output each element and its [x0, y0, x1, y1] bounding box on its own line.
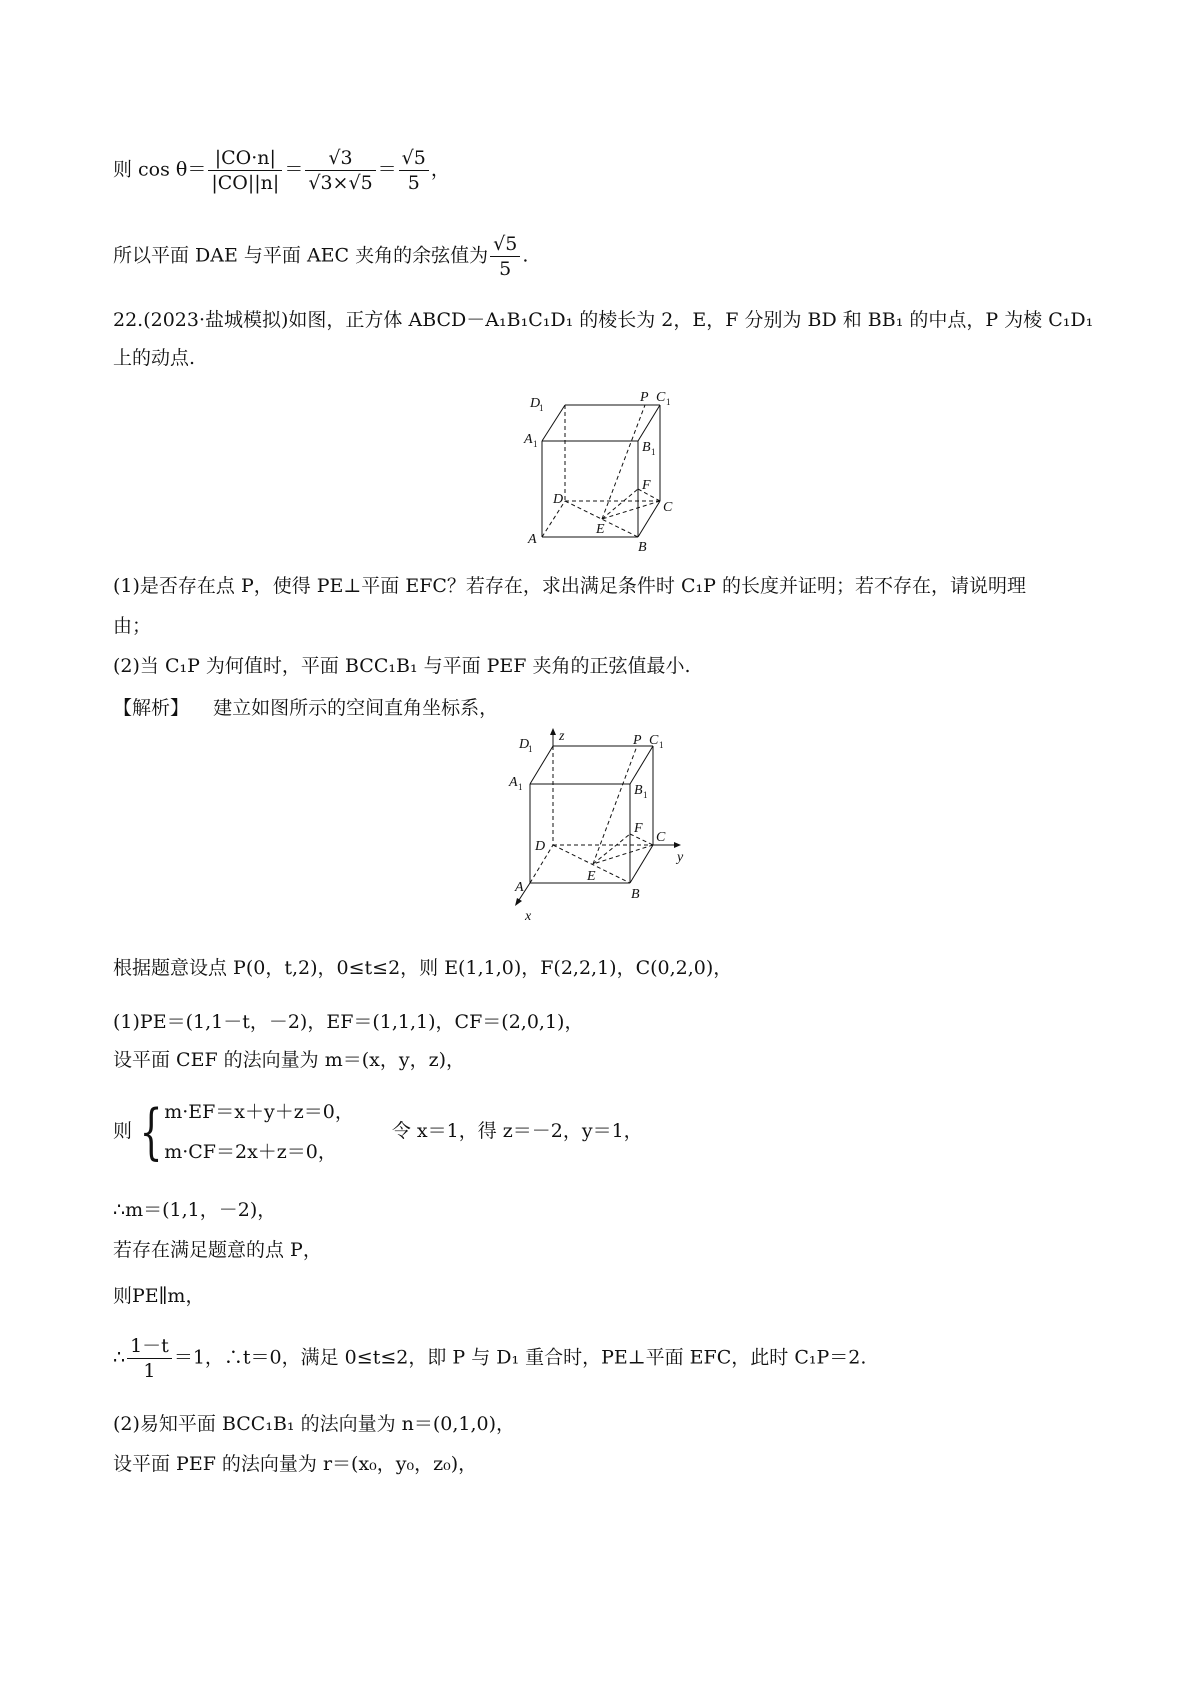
period: . — [522, 244, 529, 267]
cube-figure-2-coordinate-system — [505, 728, 725, 938]
solution-if-exists: 若存在满足题意的点 P， — [113, 1239, 322, 1261]
fraction-numerator: √5 — [490, 232, 520, 257]
label-D1: D — [530, 396, 541, 411]
label-C1: C — [656, 390, 666, 405]
problem-statement-line2: 上的动点. — [113, 347, 196, 369]
conclusion-text: 所以平面 DAE 与平面 AEC 夹角的余弦值为 — [113, 244, 489, 267]
fraction-denominator: √3×√5 — [308, 172, 373, 194]
system-prefix: 则 — [113, 1120, 133, 1142]
label-B1-sub: 1 — [651, 447, 656, 457]
label-F: F — [634, 821, 643, 836]
fraction-numerator: √5 — [399, 146, 429, 171]
fraction-denominator: |CO||n| — [211, 172, 280, 194]
cos-theta-equation — [113, 146, 450, 195]
axis-label-y: y — [677, 850, 684, 865]
equals-sign: ＝ — [284, 158, 304, 181]
fraction-numerator: 1－t — [127, 1334, 172, 1359]
solution-parallel: 则PE∥m， — [113, 1285, 205, 1307]
fraction-denominator: 5 — [407, 172, 420, 194]
label-A1: A — [524, 432, 533, 447]
fraction-co-n — [208, 146, 282, 195]
comma: ， — [430, 158, 450, 181]
label-B: B — [631, 887, 640, 902]
solution-vectors: (1)PE＝(1,1－t，－2)，EF＝(1,1,1)，CF＝(2,0,1)， — [113, 1011, 584, 1033]
axis-label-x: x — [525, 909, 532, 924]
question-1-line1: (1)是否存在点 P，使得 PE⊥平面 EFC？若存在，求出满足条件时 C₁P 的长度并证明；若不存在，请说明理 — [113, 575, 1026, 597]
label-B1-sub: 1 — [643, 790, 648, 800]
fraction-denominator: 5 — [499, 258, 512, 280]
cube-figure-1 — [520, 385, 700, 560]
label-P: P — [633, 733, 642, 748]
label-C1-sub: 1 — [659, 740, 664, 750]
label-D1-sub: 1 — [528, 744, 533, 754]
fraction-numerator: |CO·n| — [208, 146, 282, 171]
fraction-sqrt3 — [305, 146, 375, 195]
label-C: C — [663, 500, 673, 515]
label-A: A — [515, 880, 524, 895]
label-A1: A — [509, 775, 518, 790]
label-A1-sub: 1 — [518, 782, 523, 792]
left-brace: { — [139, 1097, 163, 1167]
label-C1: C — [649, 733, 659, 748]
label-D1: D — [519, 737, 530, 752]
label-C: C — [656, 830, 666, 845]
solution-t-solve — [113, 1334, 866, 1383]
label-B: B — [638, 540, 647, 555]
label-D1-sub: 1 — [539, 403, 544, 413]
t-solve-rest: ＝1，∴t＝0，满足 0≤t≤2，即 P 与 D₁ 重合时，PE⊥平面 EFC，此时 C₁P＝2. — [173, 1346, 867, 1369]
fraction-numerator: √3 — [305, 146, 375, 171]
system-equation-2: m·CF＝2x＋z＝0， — [164, 1141, 337, 1163]
solution-tag: 【解析】 — [113, 697, 190, 719]
fraction-sqrt5-over-5 — [490, 232, 520, 281]
solution-header — [113, 694, 498, 722]
solution-equation-system — [113, 1092, 643, 1172]
label-E: E — [587, 869, 596, 884]
system-let: 令 x＝1，得 z＝－2，y＝1， — [391, 1120, 643, 1142]
system-equation-1: m·EF＝x＋y＋z＝0， — [164, 1101, 354, 1123]
problem-statement-line1: 22.(2023·盐城模拟)如图，正方体 ABCD－A₁B₁C₁D₁ 的棱长为 2，E，F 分别为 BD 和 BB₁ 的中点，P 为棱 C₁D₁ — [113, 309, 1094, 331]
label-A1-sub: 1 — [533, 439, 538, 449]
label-D: D — [535, 839, 546, 854]
equals-sign: ＝ — [377, 158, 397, 181]
label-A: A — [528, 532, 537, 547]
fraction-1-minus-t — [127, 1334, 172, 1383]
label-B1: B — [634, 783, 643, 798]
label-P: P — [640, 390, 649, 405]
fraction-sqrt5 — [399, 146, 429, 195]
question-2: (2)当 C₁P 为何值时，平面 BCC₁B₁ 与平面 PEF 夹角的正弦值最小. — [113, 655, 691, 677]
cos-prefix: 则 cos θ＝ — [113, 158, 207, 181]
label-B1: B — [642, 440, 651, 455]
solution-normal-r: 设平面 PEF 的法向量为 r＝(x₀，y₀，z₀)， — [113, 1453, 478, 1475]
label-E: E — [596, 522, 605, 537]
system-equations — [164, 1092, 354, 1172]
solution-set-point: 根据题意设点 P(0，t,2)，0≤t≤2，则 E(1,1,0)，F(2,2,1)，C(0,2,0)， — [113, 957, 733, 979]
axis-label-z: z — [559, 729, 565, 744]
fraction-denominator: 1 — [143, 1360, 156, 1382]
therefore-symbol: ∴ — [113, 1346, 126, 1369]
solution-intro: 建立如图所示的空间直角坐标系， — [213, 697, 499, 719]
solution-normal-m: 设平面 CEF 的法向量为 m＝(x，y，z)， — [113, 1049, 466, 1071]
question-1-line2: 由； — [113, 615, 152, 637]
label-F: F — [642, 478, 651, 493]
solution-m-result: ∴m＝(1,1，－2)， — [113, 1199, 277, 1221]
label-C1-sub: 1 — [666, 397, 671, 407]
cosine-conclusion — [113, 232, 528, 281]
label-D: D — [553, 492, 564, 507]
solution-normal-n: (2)易知平面 BCC₁B₁ 的法向量为 n＝(0,1,0)， — [113, 1413, 516, 1435]
